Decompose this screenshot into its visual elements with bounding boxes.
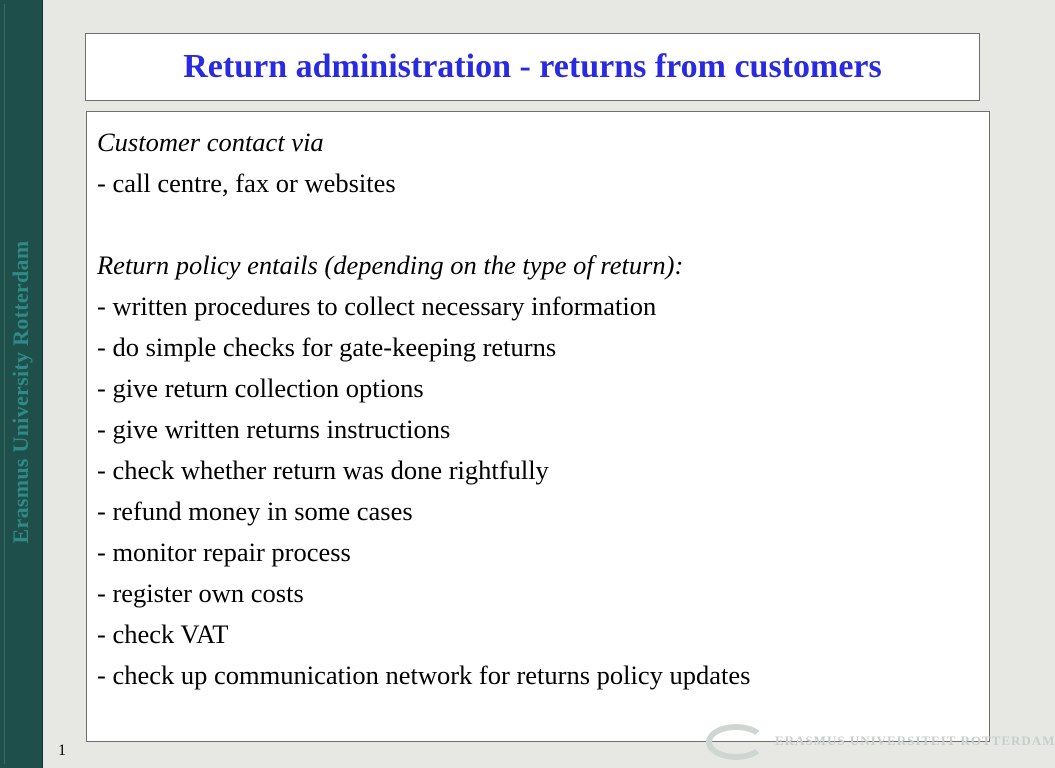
list-item: - refund money in some cases [97, 496, 413, 526]
section1-heading: Customer contact via [97, 127, 324, 157]
section2-heading: Return policy entails (depending on the type of return): [97, 250, 684, 280]
list-item: - register own costs [97, 578, 304, 608]
page-number: 1 [58, 742, 66, 759]
spacer [97, 204, 989, 245]
list-item: - check whether return was done rightfully [97, 455, 549, 485]
list-item: - give written returns instructions [97, 414, 451, 444]
list-item: - call centre, fax or websites [97, 168, 396, 198]
list-item: - check VAT [97, 619, 229, 649]
list-item: - monitor repair process [97, 537, 351, 567]
sidebar-university-label: Erasmus University Rotterdam [8, 240, 33, 544]
list-item: - do simple checks for gate-keeping returns [97, 332, 557, 362]
university-name-watermark: ERASMUS UNIVERSITEIT ROTTERDAM [775, 733, 1055, 748]
content-box [86, 111, 990, 742]
university-logo-watermark [706, 724, 766, 760]
list-item: - check up communication network for returns policy updates [97, 660, 751, 690]
slide-title: Return administration - returns from customers [183, 48, 882, 85]
list-item: - written procedures to collect necessary information [97, 291, 657, 321]
list-item: - give return collection options [97, 373, 424, 403]
title-box [85, 33, 980, 101]
